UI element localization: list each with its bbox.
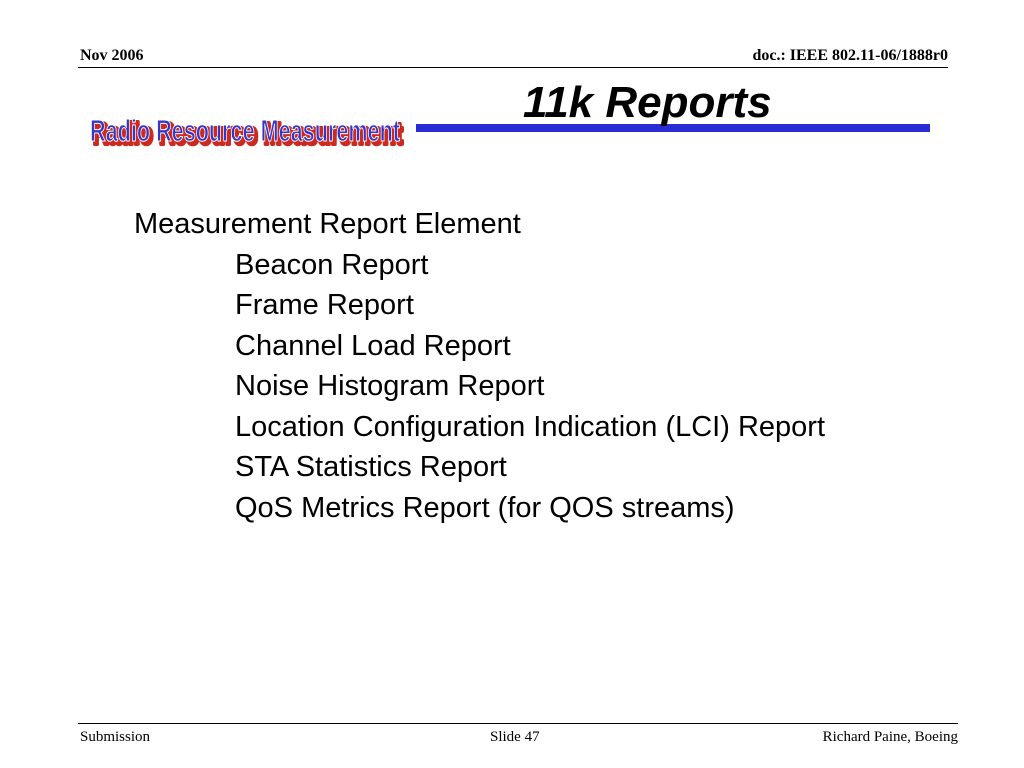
logo-text-shadow: Radio Resource Measurement: [93, 116, 403, 151]
footer-rule: [78, 723, 958, 724]
slide-title: 11k Reports: [523, 78, 772, 127]
logo-text: Radio Resource Measurement: [90, 113, 400, 148]
footer-submission: Submission: [80, 729, 151, 745]
footer-author: Richard Paine, Boeing: [822, 729, 958, 745]
list-item-sta-statistics-report: STA Statistics Report: [235, 451, 507, 483]
footer-slide-number: Slide 47: [490, 729, 540, 745]
list-item-lci-report: Location Configuration Indication (LCI) Report: [235, 410, 825, 443]
header-rule: [78, 67, 948, 68]
list-item-frame-report: Frame Report: [235, 289, 414, 321]
slide-body: [134, 204, 825, 528]
list-item-channel-load-report: Channel Load Report: [235, 329, 511, 362]
list-item-noise-histogram-report: Noise Histogram Report: [235, 370, 545, 402]
list-item-beacon-report: Beacon Report: [235, 248, 429, 281]
list-item-qos-metrics-report: QoS Metrics Report (for QOS streams): [235, 491, 735, 524]
header-date: Nov 2006: [80, 47, 144, 64]
radio-resource-measurement-logo: [88, 108, 410, 152]
body-heading: Measurement Report Element: [134, 208, 521, 240]
header-doc-id: doc.: IEEE 802.11-06/1888r0: [752, 47, 948, 64]
